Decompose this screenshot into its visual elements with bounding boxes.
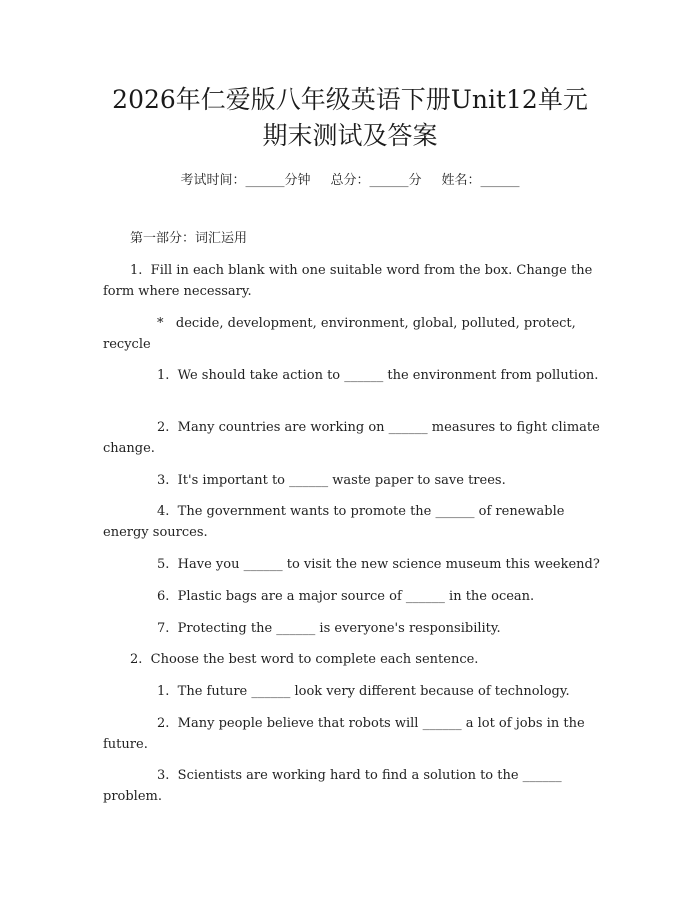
q1-item-5: 5. Have you ______ to visit the new science museum this weekend? <box>157 557 600 572</box>
q1-item-3: 3. It's important to ______ waste paper to save trees. <box>157 473 506 488</box>
word-box: * decide, development, environment, global, polluted, protect, recycle <box>103 316 580 352</box>
q1-item-6: 6. Plastic bags are a major source of ______ in the ocean. <box>157 589 535 604</box>
exam-time: 考试时间：______分钟 <box>180 173 311 188</box>
q1-item-2: 2. Many countries are working on ______ measures to fight climate change. <box>103 420 604 456</box>
q1-item-7: 7. Protecting the ______ is everyone's responsibility. <box>157 621 501 636</box>
section-heading: 第一部分：词汇运用 <box>130 231 248 246</box>
q2-item-3: 3. Scientists are working hard to find a solution to the ______ problem. <box>103 768 566 804</box>
q2-item-1: 1. The future ______ look very different because of technology. <box>157 684 570 699</box>
q2-item-2: 2. Many people believe that robots will ______ a lot of jobs in the future. <box>103 716 589 752</box>
q1-item-1: 1. We should take action to ______ the environment from pollution. <box>157 368 599 383</box>
exam-info <box>0 169 700 188</box>
exam-student-name: 姓名：______ <box>441 173 520 188</box>
q1-item-4: 4. The government wants to promote the ______ of renewable energy sources. <box>103 504 569 540</box>
exam-total-score: 总分：______分 <box>330 173 422 188</box>
document-title-line1: 2026年仁爱版八年级英语下册Unit12单元 <box>112 85 588 114</box>
question-2-prompt: 2. Choose the best word to complete each sentence. <box>130 652 479 667</box>
document-title-line2: 期末测试及答案 <box>262 121 438 150</box>
question-1-prompt: 1. Fill in each blank with one suitable word from the box. Change the form where necessary. <box>103 263 597 299</box>
